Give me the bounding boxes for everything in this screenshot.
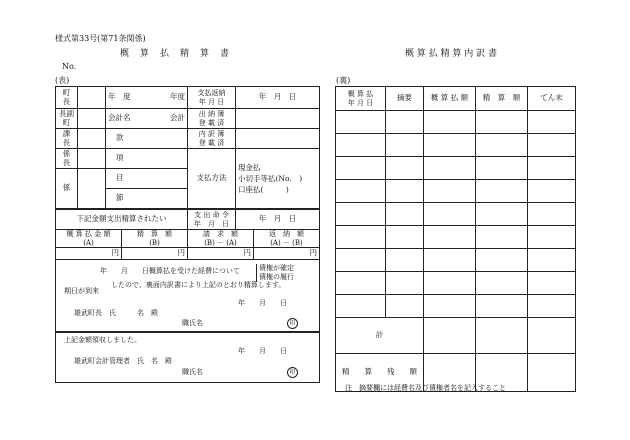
col-tekiyou: 摘要 xyxy=(386,87,424,111)
payment-return-date-label: 支払返納 年 月 日 xyxy=(188,87,236,109)
table-row[interactable] xyxy=(336,226,576,249)
front-top-table xyxy=(55,86,320,209)
statement-options xyxy=(256,264,294,282)
method-options[interactable] xyxy=(236,149,320,209)
back-label: (裏) xyxy=(336,76,351,85)
payment-return-date-value[interactable]: 年 月 日 xyxy=(236,87,320,109)
suitou-value[interactable] xyxy=(236,109,320,129)
receipt-signer[interactable]: 職氏名 xyxy=(182,368,203,376)
order-date-label: 支 出 命 令 年 月 日 xyxy=(188,210,236,230)
form-number: 様式第33号(第71条関係) xyxy=(55,34,146,43)
moku-cell[interactable] xyxy=(106,169,188,189)
method-check[interactable]: 小切手等払(No. ) xyxy=(238,173,303,183)
setsu-label: 節 xyxy=(116,193,124,203)
suitou-label: 出 納 簿 登 載 済 xyxy=(188,109,236,129)
statement-date[interactable]: 年 月 日 xyxy=(238,299,287,307)
col-seisan: 精 算 額 xyxy=(476,87,528,111)
yen-a: 円 xyxy=(111,248,119,258)
stamp-kakaricho[interactable] xyxy=(78,149,106,169)
stamp-kacho[interactable] xyxy=(78,129,106,149)
yen-d: 円 xyxy=(309,248,317,258)
table-row[interactable] xyxy=(336,249,576,272)
receipt-line: 上記金額領収しました。 xyxy=(64,336,141,344)
stamp-cho[interactable] xyxy=(78,87,106,109)
kan-cell[interactable] xyxy=(106,129,188,149)
approval-fukucho: 長副 町 xyxy=(56,109,78,129)
statement-box xyxy=(55,259,320,333)
page-title: 概 算 払 精 算 書 xyxy=(120,49,231,59)
kaikei-cell[interactable] xyxy=(106,109,188,129)
total-tenmatsu[interactable] xyxy=(528,318,576,354)
order-date-value[interactable]: 年 月 日 xyxy=(236,210,320,230)
kaikei-suffix: 会計 xyxy=(170,113,185,123)
col-date: 概 算 払 年 月 日 xyxy=(336,87,386,111)
total-gaisan[interactable] xyxy=(424,318,476,354)
table-row[interactable] xyxy=(336,180,576,203)
front-request-table xyxy=(55,209,320,230)
table-row[interactable] xyxy=(336,272,576,295)
front-label: (表) xyxy=(55,76,70,85)
kou-cell[interactable] xyxy=(106,149,188,169)
statement-line1: 年 月 日概算払を受けた経費について xyxy=(100,267,240,275)
approval-kakaricho: 係 長 xyxy=(56,149,78,169)
amount-a-value[interactable] xyxy=(56,248,122,260)
stamp-kakari[interactable] xyxy=(78,169,106,209)
method-label: 支払方法 xyxy=(188,149,236,209)
nendo-label: 年 度 xyxy=(108,92,131,102)
statement-line2-prefix: 期日が到来 xyxy=(64,287,99,295)
seal-icon: 印 xyxy=(287,367,298,378)
receipt-date[interactable]: 年 月 日 xyxy=(238,347,287,355)
amount-d-value[interactable] xyxy=(254,248,320,260)
kou-label: 項 xyxy=(116,153,124,163)
amount-c-label: 請 求 額 (B) － (A) xyxy=(188,230,254,248)
col-gaisan: 概 算 払 額 xyxy=(424,87,476,111)
yen-c: 円 xyxy=(243,248,251,258)
amount-b-value[interactable] xyxy=(122,248,188,260)
balance-tenmatsu[interactable] xyxy=(528,354,576,392)
option-saiken-rikou: 債権の履行 xyxy=(259,272,294,281)
back-table xyxy=(335,86,576,392)
stamp-fukucho[interactable] xyxy=(78,109,106,129)
moku-label: 目 xyxy=(116,173,124,183)
yen-b: 円 xyxy=(177,248,185,258)
total-row xyxy=(336,318,576,354)
amount-b-label: 精 算 額 (B) xyxy=(122,230,188,248)
amount-d-label: 返 納 額 (A) － (B) xyxy=(254,230,320,248)
table-row[interactable] xyxy=(336,295,576,318)
statement-signer[interactable]: 職氏名 xyxy=(182,319,203,327)
request-line: 下記金額支出精算されたい xyxy=(56,210,188,230)
table-row[interactable] xyxy=(336,111,576,134)
receipt-addressee: 雄武町会計管理者 氏 名 殿 xyxy=(74,357,172,365)
balance-label: 精 算 残 額 xyxy=(336,354,424,392)
method-cash[interactable]: 現金払 xyxy=(238,162,261,172)
option-saiken-kakutei: 債権が確定 xyxy=(259,264,294,272)
statement-addressee: 雄武町長 氏 名 殿 xyxy=(74,309,158,317)
total-seisan[interactable] xyxy=(476,318,528,354)
back-header-row xyxy=(336,87,576,111)
naiyaku-label: 内 訳 簿 登 載 済 xyxy=(188,129,236,149)
amount-c-value[interactable] xyxy=(188,248,254,260)
table-row[interactable] xyxy=(336,157,576,180)
amount-a-label: 概 算 払 金 額 (A) xyxy=(56,230,122,248)
table-row[interactable] xyxy=(336,134,576,157)
back-note: 注 摘要欄には経費名及び債権者名を記入すること xyxy=(345,384,506,392)
kaikei-label: 会計名 xyxy=(108,113,131,123)
receipt-box xyxy=(55,331,320,383)
kan-label: 款 xyxy=(116,133,124,143)
seal-icon: 印 xyxy=(287,318,298,329)
front-amount-table xyxy=(55,229,320,260)
no-label: No. xyxy=(62,62,77,71)
nendo-suffix: 年度 xyxy=(170,92,185,102)
setsu-cell[interactable] xyxy=(106,189,188,209)
naiyaku-value[interactable] xyxy=(236,129,320,149)
total-label: 計 xyxy=(336,318,424,354)
statement-line2: したので、裏面内訳書により上記のとおり精算します。 xyxy=(111,281,286,289)
method-account[interactable]: 口座払( ) xyxy=(238,185,289,195)
col-tenmatsu: てん末 xyxy=(528,87,576,111)
approval-cho: 町 長 xyxy=(56,87,78,109)
back-title: 概 算 払 精 算 内 訳 書 xyxy=(405,49,498,59)
approval-kacho: 課 長 xyxy=(56,129,78,149)
approval-kakari: 係 xyxy=(56,169,78,209)
table-row[interactable] xyxy=(336,203,576,226)
nendo-cell[interactable] xyxy=(106,87,188,109)
